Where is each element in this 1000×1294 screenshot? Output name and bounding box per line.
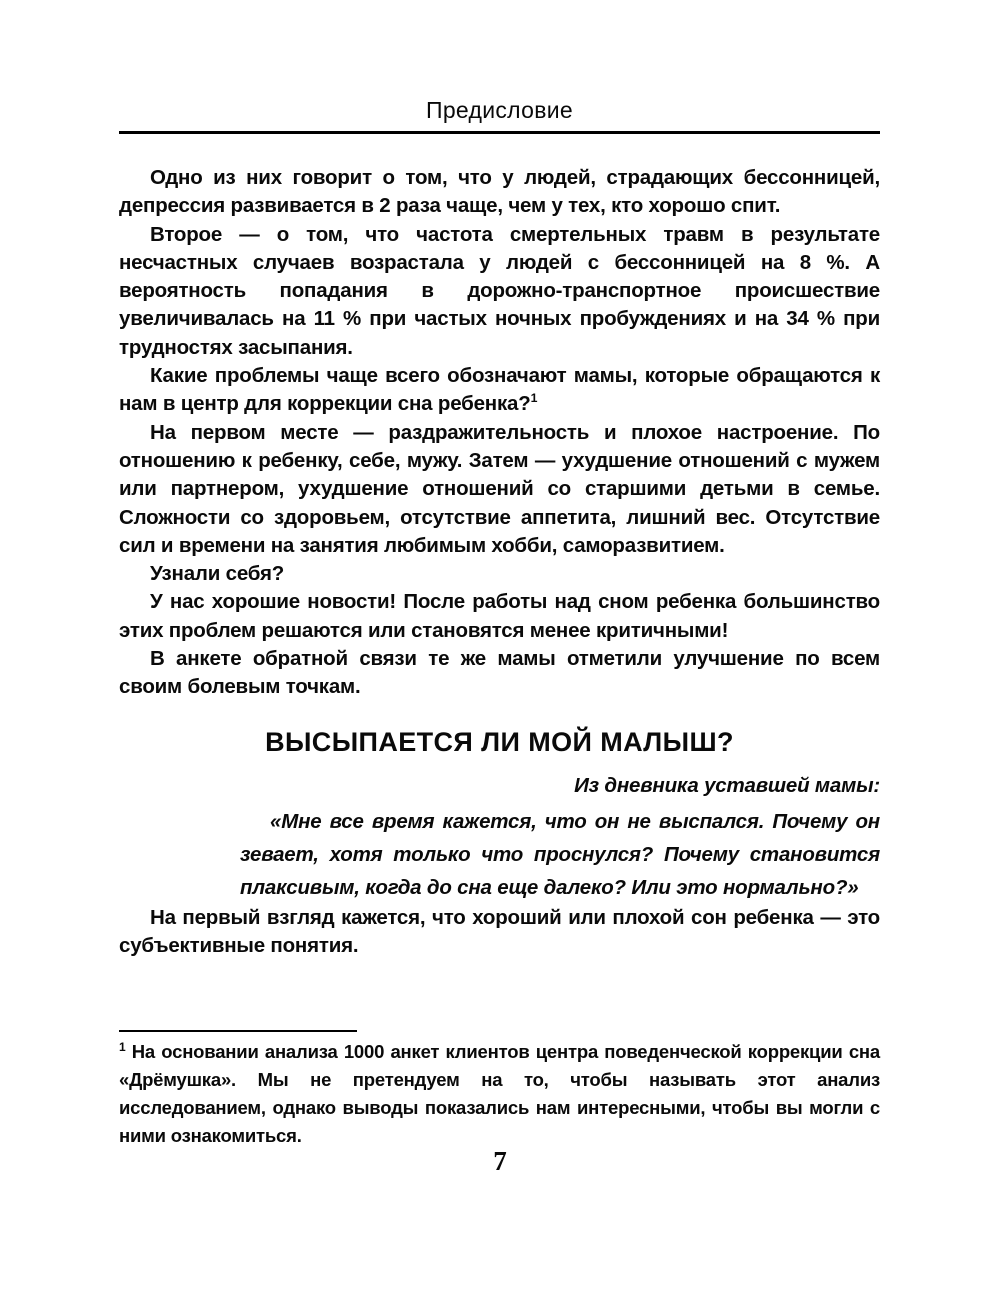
footnote-area (119, 1030, 880, 1150)
paragraph: На первый взгляд кажется, что хороший или плохой сон ребенка — это субъективные понятия. (119, 905, 880, 958)
quote-attribution: Из дневника уставшей мамы: (574, 773, 880, 797)
paragraph: В анкете обратной связи те же мамы отметили улучшение по всем своим болевым точкам. (119, 647, 880, 699)
footnote (119, 1038, 880, 1150)
footnote-ref: 1 (530, 391, 538, 406)
paragraph: Узнали себя? (150, 562, 285, 586)
page-number: 7 (493, 1146, 507, 1176)
paragraph-with-footnote-ref (119, 362, 880, 419)
paragraph: У нас хорошие новости! После работы над сном ребенка большинство этих проблем решаются или становятся менее критичными! (119, 590, 880, 642)
body-text (119, 164, 880, 961)
section-heading: ВЫСЫПАЕТСЯ ЛИ МОЙ МАЛЫШ? (265, 726, 734, 757)
diary-quote-block (240, 772, 880, 904)
paragraph: Одно из них говорит о том, что у людей, страдающих бессонницей, депрессия развивается в 2 раза чаще, чем у тех, кто хорошо спит. (119, 166, 880, 218)
page-header (119, 97, 880, 134)
paragraph: Второе — о том, что частота смертельных травм в результате несчастных случаев возрастала у людей с бессонницей на 8 %. А вероятность попадания в дорожно-транспортное происшествие увеличивалась на 11 % при частых ночных пробуждениях и на 34 % при трудностях засыпания. (119, 222, 880, 359)
header-rule (119, 131, 880, 134)
footnote-marker: 1 (119, 1039, 126, 1054)
paragraph-text: Какие проблемы чаще всего обозначают мамы, которые обращаются к нам в центр для коррекции сна ребенка? (119, 364, 880, 416)
footnote-rule (119, 1030, 357, 1032)
quote-text: «Мне все время кажется, что он не выспался. Почему он зевает, хотя только что проснулся? Почему становится плаксивым, когда до сна еще далеко? Или это нормально?» (240, 809, 880, 899)
running-head-title: Предисловие (425, 97, 573, 123)
footnote-text: На основании анализа 1000 анкет клиентов центра поведенческой коррекции сна «Дрёмушка». Мы не претендуем на то, чтобы называть этот анализ исследованием, однако выводы показались нам интересными, чтобы вы могли с ними ознакомиться. (119, 1041, 880, 1146)
paragraph: На первом месте — раздражительность и плохое настроение. По отношению к ребенку, себе, мужу. Затем — ухудшение отношений с мужем или партнером, ухудшение отношений со старшими детьми в семье. Сложности со здоровьем, отсутствие аппетита, лишний вес. Отсутствие сил и времени на занятия любимым хобби, саморазвитием. (119, 420, 880, 557)
text-column (119, 0, 880, 961)
